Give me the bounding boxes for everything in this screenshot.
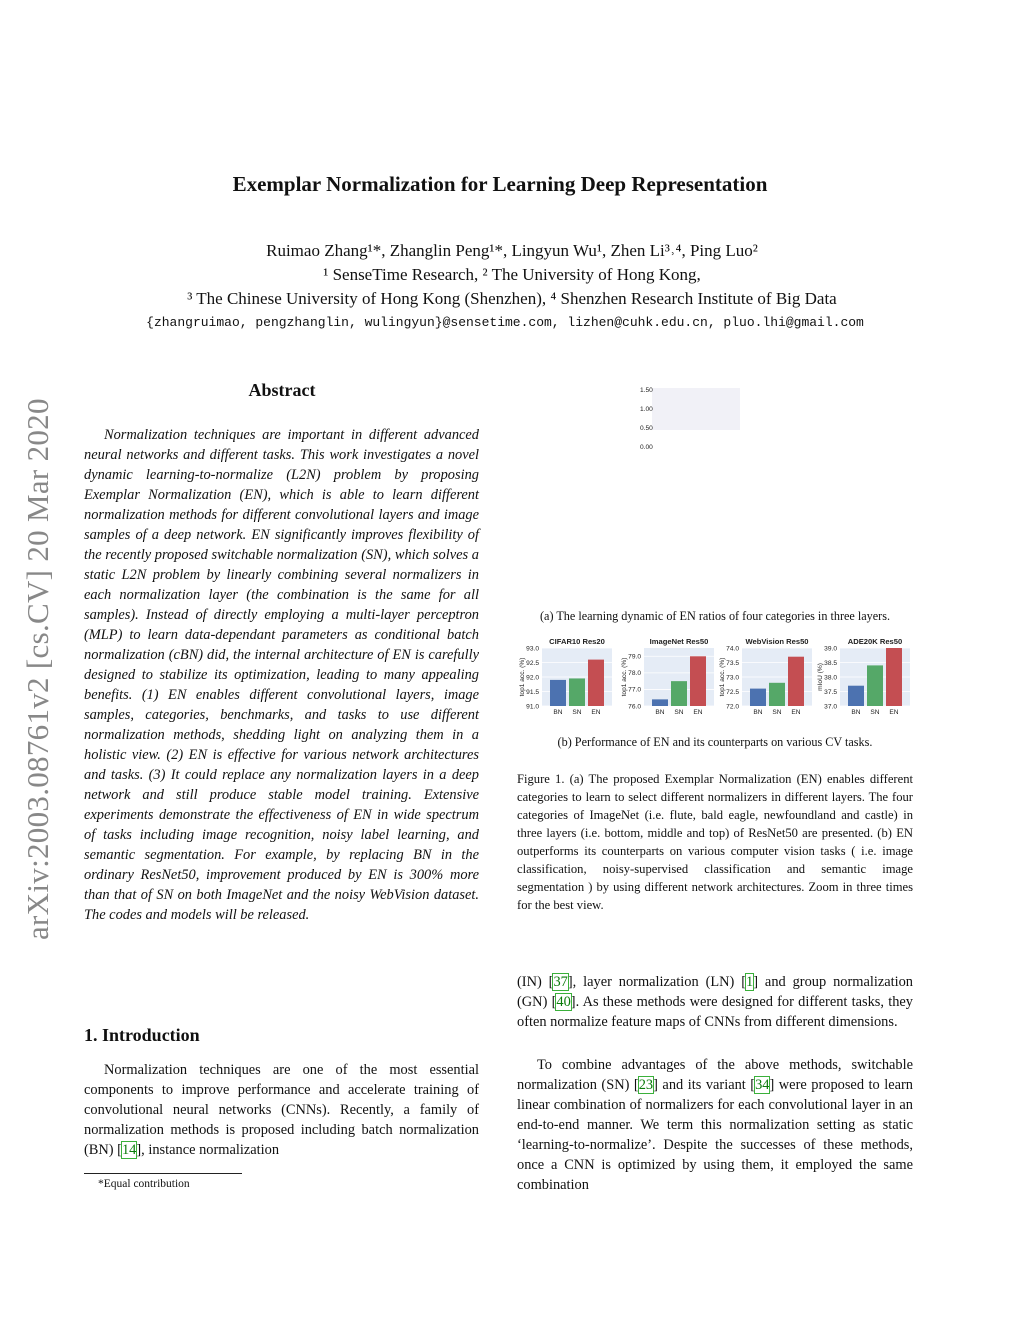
figure-1-caption: Figure 1. (a) The proposed Exemplar Normalization (EN) enables different categories to learn to select different normalizers in different layers. The four categories of ImageNet (i.e. flute, bald eagle, newfoundland and castle) in three layers (i.e. bottom, middle and top) of ResNet50 are presented. (b) EN outperforms its counterparts on various computer vision tasks ( i.e. image classification, noisy-supervised classification and semantic image segmentation ) by using different network architectures. Zoom in three times for the best view. bbox=[517, 772, 913, 912]
affiliations-line-1: ¹ SenseTime Research, ² The University of Hong Kong, bbox=[323, 265, 701, 284]
abstract-heading: Abstract bbox=[248, 380, 316, 400]
y-tick-label: 77.0 bbox=[628, 686, 641, 694]
y-tick-label: 72.0 bbox=[726, 703, 739, 711]
y-tick-label: 91.0 bbox=[526, 703, 539, 711]
chart-title: CIFAR10 Res20 bbox=[549, 637, 605, 646]
tick-label: 0.50 bbox=[640, 425, 653, 432]
chart-title: WebVision Res50 bbox=[745, 637, 809, 646]
arxiv-identifier: arXiv:2003.08761v2 [cs.CV] 20 Mar 2020 bbox=[20, 398, 55, 940]
figure-1a-plot bbox=[640, 386, 744, 456]
citation-link[interactable]: 34 bbox=[755, 1077, 770, 1093]
bar-en bbox=[690, 656, 706, 706]
y-axis-label: top1 acc. (%) bbox=[719, 657, 726, 697]
y-tick-label: 92.0 bbox=[526, 674, 539, 682]
chart-title: ImageNet Res50 bbox=[649, 637, 709, 646]
bar-en bbox=[788, 657, 804, 706]
affiliations-line-2: ³ The Chinese University of Hong Kong (Shenzhen), ⁴ Shenzhen Research Institute of Big Data bbox=[187, 289, 837, 308]
intro-paragraph: Normalization techniques are one of the most essential components to improve performance and accelerate training of convolutional neural networks (CNNs). Recently, a family of normalization methods is proposed including batch normalization (BN) [14], instance normalization bbox=[84, 1062, 479, 1158]
abstract-text: Normalization techniques are important in different advanced neural networks and different tasks. This work investigates a novel dynamic learning-to-normalize (L2N) problem by proposing Exemplar Normalization (EN), which is able to learn different normalization methods for different convolutional layers and image samples of a deep network. EN significantly improves flexibility of the recently proposed switchable normalization (SN), which solves a static L2N problem by linearly combining several normalizers in each normalization layer (the combination is the same for all samples). Instead of directly employing a multi-layer perceptron (MLP) to learn data-dependant parameters as conditional batch normalization (cBN) did, the internal architecture of EN is carefully designed to stabilize its optimization, leading to many appealing benefits. (1) EN enables different convolutional layers, image samples, categories, benchmarks, and tasks to use different normalization methods, shedding light on analyzing them in a holistic view. (2) EN is effective for various network architectures and tasks. (3) It could replace any normalization layers in a deep network and still produce stable model training. Extensive experiments demonstrate the effectiveness of EN in wide spectrum of tasks including image recognition, noisy label learning, and semantic segmentation. For example, by replacing BN in the ordinary ResNet50, improvement produced by EN is 300% more than that of SN on both ImageNet and the noisy WebVision dataset. The codes and models will be released. bbox=[84, 427, 479, 923]
y-axis-label: top1 acc. (%) bbox=[621, 657, 628, 697]
bar-chart-4 bbox=[818, 636, 914, 725]
bar-bn bbox=[652, 699, 668, 706]
x-tick-label: BN bbox=[553, 709, 563, 716]
y-tick-label: 93.0 bbox=[526, 645, 539, 653]
tick-label: 1.00 bbox=[640, 406, 653, 413]
footnote: *Equal contribution bbox=[98, 1178, 190, 1190]
y-axis-label: mIoU (%) bbox=[817, 663, 824, 691]
chart-title: ADE20K Res50 bbox=[847, 637, 903, 646]
bar-chart-3 bbox=[720, 636, 816, 725]
bar-en bbox=[588, 660, 604, 706]
y-axis-label: top1 acc. (%) bbox=[519, 657, 526, 697]
x-tick-label: EN bbox=[791, 709, 801, 716]
tick-label: 0.00 bbox=[640, 444, 653, 451]
bar-bn bbox=[750, 689, 766, 706]
y-tick-label: 72.5 bbox=[726, 688, 739, 696]
section-heading-introduction: 1. Introduction bbox=[84, 1025, 200, 1045]
bar-sn bbox=[569, 678, 585, 706]
x-tick-label: SN bbox=[674, 709, 684, 716]
citation-link[interactable]: 23 bbox=[638, 1077, 654, 1093]
x-tick-label: EN bbox=[693, 709, 703, 716]
author-emails: {zhangruimao, pengzhanglin, wulingyun}@sensetime.com, lizhen@cuhk.edu.cn, pluo.lhi@gmail.com bbox=[146, 315, 864, 330]
subfigure-b-caption: (b) Performance of EN and its counterparts on various CV tasks. bbox=[557, 735, 873, 749]
x-tick-label: SN bbox=[772, 709, 782, 716]
plot-area bbox=[652, 388, 740, 430]
y-tick-label: 74.0 bbox=[726, 645, 739, 653]
x-tick-label: SN bbox=[572, 709, 582, 716]
y-tick-label: 38.5 bbox=[824, 659, 837, 667]
y-tick-label: 37.5 bbox=[824, 688, 837, 696]
footnote-rule bbox=[84, 1173, 242, 1174]
x-tick-label: BN bbox=[753, 709, 763, 716]
bar-chart-1 bbox=[520, 636, 616, 725]
bar-bn bbox=[848, 686, 864, 706]
paper-title: Exemplar Normalization for Learning Deep Representation bbox=[232, 172, 768, 196]
bar-en bbox=[886, 648, 902, 706]
bar-sn bbox=[769, 683, 785, 706]
citation-link[interactable]: 37 bbox=[553, 974, 568, 990]
bar-chart-2 bbox=[622, 636, 718, 725]
citation-link[interactable]: 1 bbox=[746, 974, 754, 990]
y-tick-label: 73.0 bbox=[726, 674, 739, 682]
y-tick-label: 92.5 bbox=[526, 659, 539, 667]
y-tick-label: 39.0 bbox=[824, 645, 837, 653]
x-tick-label: BN bbox=[655, 709, 665, 716]
x-tick-label: SN bbox=[870, 709, 880, 716]
y-tick-label: 79.0 bbox=[628, 653, 641, 661]
citation-link[interactable]: 14 bbox=[121, 1142, 137, 1158]
y-tick-label: 38.0 bbox=[824, 674, 837, 682]
x-tick-label: BN bbox=[851, 709, 861, 716]
tick-label: 1.50 bbox=[640, 387, 653, 394]
bar-sn bbox=[671, 681, 687, 706]
y-tick-label: 78.0 bbox=[628, 670, 641, 678]
y-tick-label: 91.5 bbox=[526, 688, 539, 696]
author-list: Ruimao Zhang¹*, Zhanglin Peng¹*, Lingyun Wu¹, Zhen Li³˒⁴, Ping Luo² bbox=[266, 241, 758, 260]
y-tick-label: 37.0 bbox=[824, 703, 837, 711]
paragraph-normalization-methods: (IN) [37], layer normalization (LN) [1] and group normalization (GN) [40]. As these methods were designed for different tasks, they often normalize feature maps of CNNs from different dimensions. bbox=[517, 974, 913, 1030]
x-tick-label: EN bbox=[889, 709, 899, 716]
paragraph-switchable-normalization: To combine advantages of the above methods, switchable normalization (SN) [23] and its variant [34] were proposed to learn linear combination of normalizers for each convolutional layer in an end-to-end manner. We term this normalization setting as static ‘learning-to-normalize’. Despite the successes of these methods, once a CNN is optimized by using them, it employed the same combination bbox=[517, 1057, 913, 1193]
citation-link[interactable]: 40 bbox=[556, 994, 571, 1010]
subfigure-a-caption: (a) The learning dynamic of EN ratios of four categories in three layers. bbox=[539, 609, 891, 623]
bar-sn bbox=[867, 665, 883, 706]
x-tick-label: EN bbox=[591, 709, 601, 716]
bar-bn bbox=[550, 680, 566, 706]
y-tick-label: 73.5 bbox=[726, 659, 739, 667]
y-tick-label: 76.0 bbox=[628, 703, 641, 711]
